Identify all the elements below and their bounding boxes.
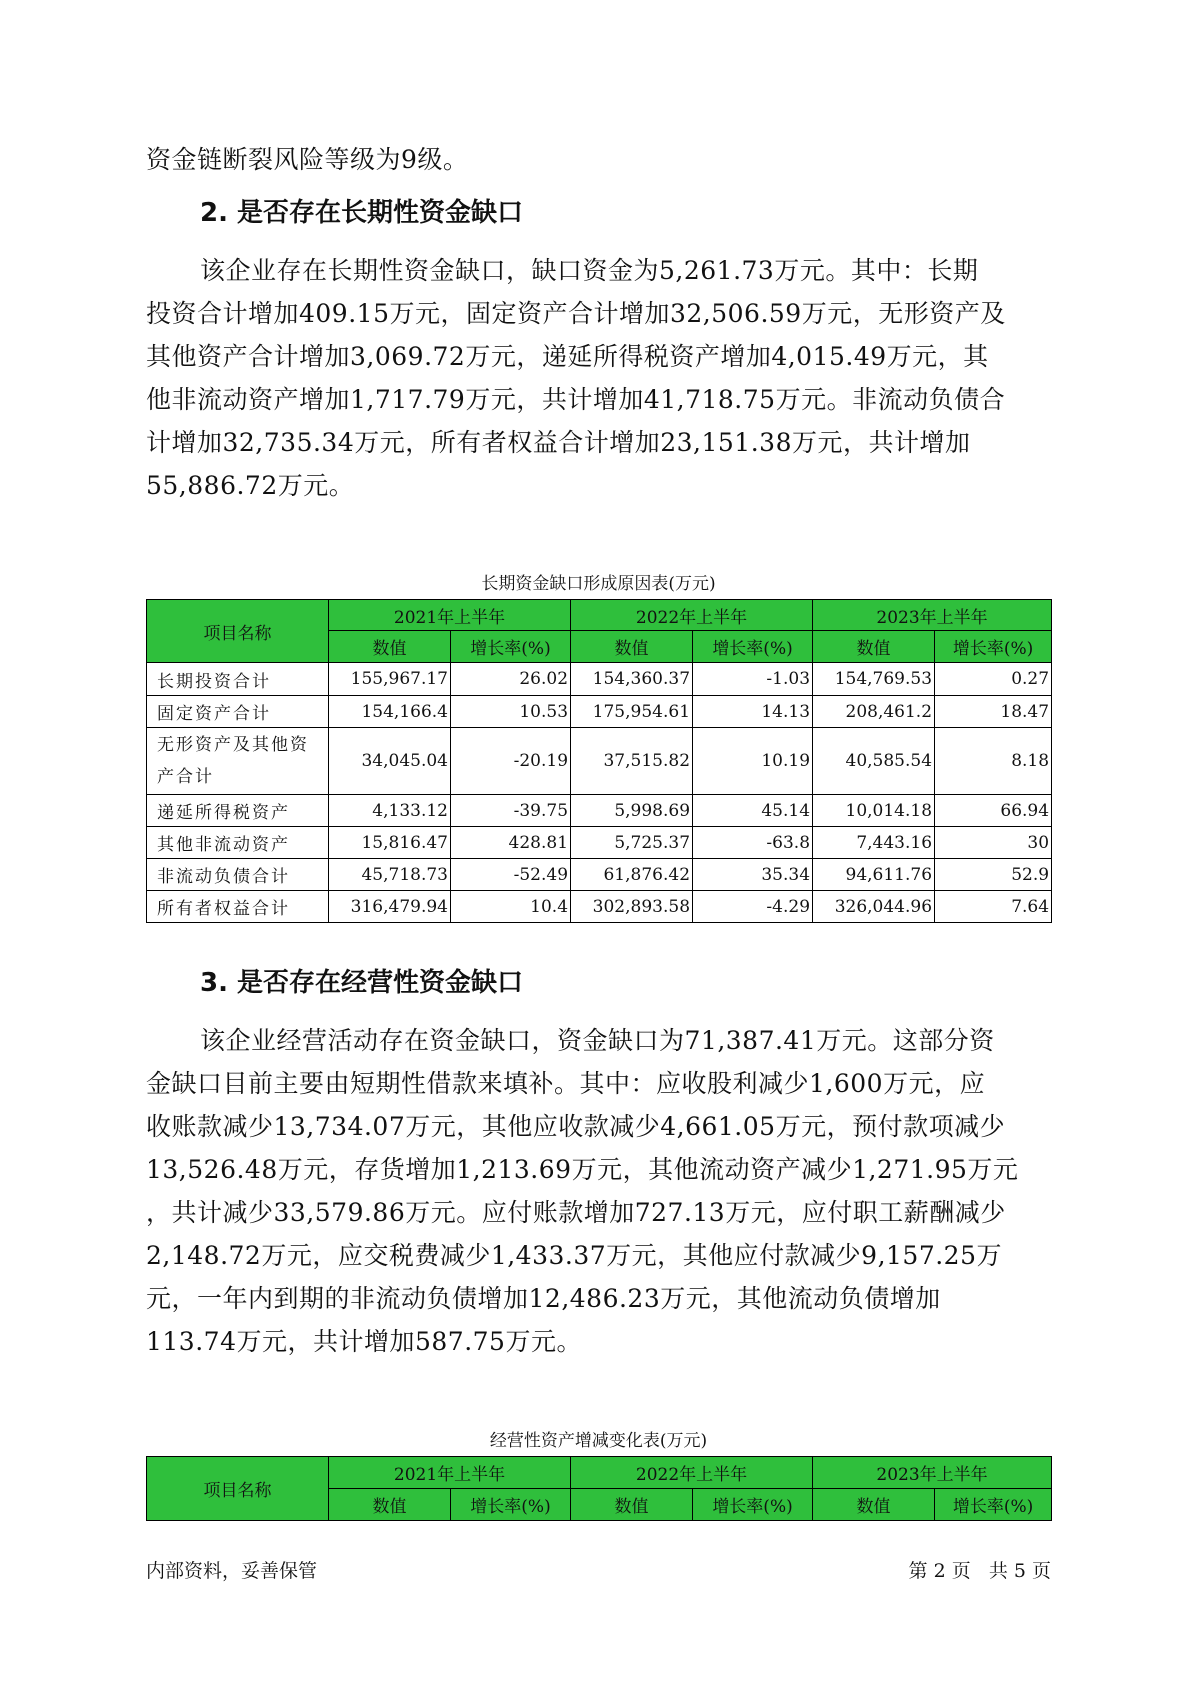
footer-page-number: 第 2 页 共 5 页 [908, 1560, 1051, 1582]
row-name: 固定资产合计 [147, 696, 329, 728]
row-name: 长期投资合计 [147, 663, 329, 696]
section-2-paragraph [146, 249, 1051, 507]
operating-assets-table [146, 1456, 1052, 1521]
cell-growth: 66.94 [935, 795, 1052, 827]
table-row [147, 795, 1052, 827]
header-period-2021: 2021年上半年 [329, 600, 571, 631]
header-growth: 增长率(%) [935, 1489, 1052, 1521]
cell-growth: 0.27 [935, 663, 1052, 696]
paragraph-line: 他非流动资产增加1,717.79万元，共计增加41,718.75万元。非流动负债合 [146, 385, 1006, 414]
cell-growth: 10.53 [451, 696, 571, 728]
table-row [147, 728, 1052, 795]
intro-line: 资金链断裂风险等级为9级。 [146, 145, 469, 174]
paragraph-line: 113.74万元，共计增加587.75万元。 [146, 1327, 582, 1356]
cell-growth: 45.14 [693, 795, 813, 827]
cell-growth: -52.49 [451, 859, 571, 891]
paragraph-line: 元，一年内到期的非流动负债增加12,486.23万元，其他流动负债增加 [146, 1284, 941, 1313]
paragraph-line: 2,148.72万元，应交税费减少1,433.37万元，其他应付款减少9,157.25万 [146, 1241, 1002, 1270]
paragraph-line: 55,886.72万元。 [146, 471, 355, 500]
cell-growth: 18.47 [935, 696, 1052, 728]
cell-value: 10,014.18 [813, 795, 935, 827]
cell-growth: 10.19 [693, 728, 813, 795]
cell-value: 155,967.17 [329, 663, 451, 696]
paragraph-line: 该企业经营活动存在资金缺口，资金缺口为71,387.41万元。这部分资 [200, 1026, 995, 1055]
cell-growth: -4.29 [693, 891, 813, 923]
cell-value: 37,515.82 [571, 728, 693, 795]
header-value: 数值 [329, 631, 451, 663]
row-name: 递延所得税资产 [147, 795, 329, 827]
section-2-heading: 2. 是否存在长期性资金缺口 [200, 198, 524, 228]
header-period-2021: 2021年上半年 [329, 1457, 571, 1489]
cell-value: 45,718.73 [329, 859, 451, 891]
cell-growth: 26.02 [451, 663, 571, 696]
header-growth: 增长率(%) [451, 1489, 571, 1521]
table-row [147, 696, 1052, 728]
cell-value: 154,360.37 [571, 663, 693, 696]
cell-value: 154,166.4 [329, 696, 451, 728]
table-row [147, 827, 1052, 859]
cell-value: 34,045.04 [329, 728, 451, 795]
header-period-2023: 2023年上半年 [813, 600, 1052, 631]
section-3-heading: 3. 是否存在经营性资金缺口 [200, 968, 524, 998]
paragraph-line: 其他资产合计增加3,069.72万元，递延所得税资产增加4,015.49万元，其 [146, 342, 989, 371]
cell-growth: 30 [935, 827, 1052, 859]
cell-growth: 14.13 [693, 696, 813, 728]
cell-value: 302,893.58 [571, 891, 693, 923]
header-item-name: 项目名称 [147, 600, 329, 663]
cell-growth: -63.8 [693, 827, 813, 859]
intro-paragraph [146, 138, 1051, 181]
cell-growth: 52.9 [935, 859, 1052, 891]
section-3-paragraph [146, 1019, 1051, 1363]
paragraph-line: 投资合计增加409.15万元，固定资产合计增加32,506.59万元，无形资产及 [146, 299, 1006, 328]
header-value: 数值 [813, 1489, 935, 1521]
paragraph-line: 收账款减少13,734.07万元，其他应收款减少4,661.05万元，预付款项减少 [146, 1112, 1006, 1141]
cell-value: 154,769.53 [813, 663, 935, 696]
cell-growth: 8.18 [935, 728, 1052, 795]
cell-value: 326,044.96 [813, 891, 935, 923]
cell-growth: -20.19 [451, 728, 571, 795]
header-item-name: 项目名称 [147, 1457, 329, 1521]
cell-growth: -39.75 [451, 795, 571, 827]
cell-growth: 10.4 [451, 891, 571, 923]
header-growth: 增长率(%) [451, 631, 571, 663]
header-growth: 增长率(%) [693, 631, 813, 663]
cell-growth: -1.03 [693, 663, 813, 696]
footer-confidential-note: 内部资料，妥善保管 [146, 1560, 318, 1582]
header-value: 数值 [571, 1489, 693, 1521]
cell-value: 5,998.69 [571, 795, 693, 827]
header-period-2023: 2023年上半年 [813, 1457, 1052, 1489]
cell-growth: 35.34 [693, 859, 813, 891]
header-period-2022: 2022年上半年 [571, 600, 813, 631]
paragraph-line: 计增加32,735.34万元，所有者权益合计增加23,151.38万元，共计增加 [146, 428, 971, 457]
cell-value: 4,133.12 [329, 795, 451, 827]
row-name-line: 产合计 [157, 767, 214, 787]
cell-value: 208,461.2 [813, 696, 935, 728]
table-row [147, 663, 1052, 696]
cell-growth: 7.64 [935, 891, 1052, 923]
cell-value: 316,479.94 [329, 891, 451, 923]
cell-value: 94,611.76 [813, 859, 935, 891]
cell-value: 5,725.37 [571, 827, 693, 859]
row-name: 其他非流动资产 [147, 827, 329, 859]
cell-value: 15,816.47 [329, 827, 451, 859]
table-1-caption: 长期资金缺口形成原因表(万元) [481, 574, 716, 594]
table-row [147, 859, 1052, 891]
cell-value: 7,443.16 [813, 827, 935, 859]
cell-value: 40,585.54 [813, 728, 935, 795]
header-period-2022: 2022年上半年 [571, 1457, 813, 1489]
header-growth: 增长率(%) [693, 1489, 813, 1521]
cell-value: 61,876.42 [571, 859, 693, 891]
row-name [147, 728, 329, 795]
paragraph-line: ，共计减少33,579.86万元。应付账款增加727.13万元，应付职工薪酬减少 [146, 1198, 1006, 1227]
paragraph-line: 金缺口目前主要由短期性借款来填补。其中：应收股利减少1,600万元，应 [146, 1069, 986, 1098]
cell-value: 175,954.61 [571, 696, 693, 728]
cell-growth: 428.81 [451, 827, 571, 859]
long-term-gap-table [146, 599, 1052, 923]
table-row [147, 891, 1052, 923]
header-value: 数值 [813, 631, 935, 663]
paragraph-line: 13,526.48万元，存货增加1,213.69万元，其他流动资产减少1,271.95万元 [146, 1155, 1019, 1184]
table-2-caption: 经营性资产增减变化表(万元) [489, 1431, 708, 1451]
header-value: 数值 [571, 631, 693, 663]
paragraph-line: 该企业存在长期性资金缺口，缺口资金为5,261.73万元。其中：长期 [200, 256, 979, 285]
row-name: 所有者权益合计 [147, 891, 329, 923]
header-growth: 增长率(%) [935, 631, 1052, 663]
header-value: 数值 [329, 1489, 451, 1521]
row-name-line: 无形资产及其他资 [157, 735, 309, 755]
row-name: 非流动负债合计 [147, 859, 329, 891]
